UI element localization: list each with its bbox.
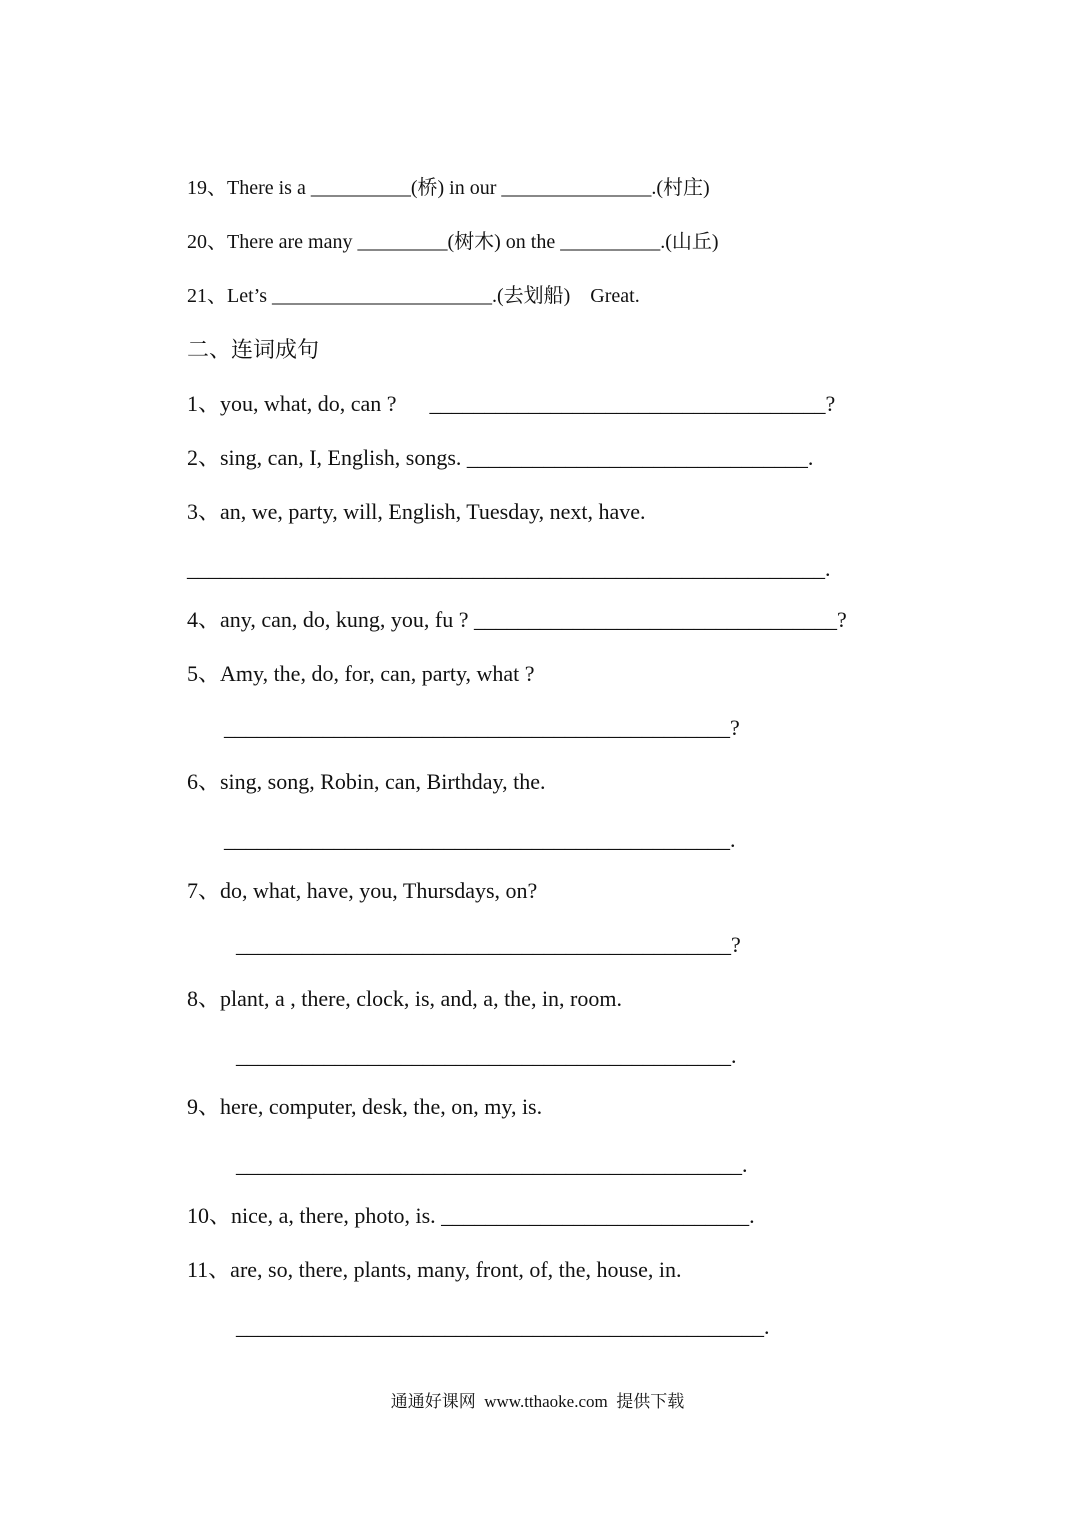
answer-line-3: __________________________________________________________. [187,556,831,581]
fill-in-20: 20、There are many _________(树木) on the __________.(山丘) [187,231,719,253]
fill-in-19: 19、There is a __________(桥) in our _______________.(村庄) [187,177,710,199]
question-9: 9、here, computer, desk, the, on, my, is. [187,1094,543,1119]
answer-line-5: ______________________________________________? [224,715,740,740]
answer-line-6: ______________________________________________. [224,827,736,852]
answer-line-7: _____________________________________________? [236,932,741,957]
answer-line-9: ______________________________________________. [236,1152,748,1177]
question-11: 11、are, so, there, plants, many, front, of, the, house, in. [187,1257,682,1282]
answer-line-11: ________________________________________________. [236,1314,770,1339]
question-3: 3、an, we, party, will, English, Tuesday, next, have. [187,499,646,524]
section-heading: 二、连词成句 [187,337,320,362]
question-1: 1、you, what, do, can ? ____________________________________? [187,391,836,416]
question-2: 2、sing, can, I, English, songs. _______________________________. [187,445,814,470]
answer-line-8: _____________________________________________. [236,1043,737,1068]
fill-in-21: 21、Let’s ______________________.(去划船) Great. [187,285,640,307]
question-6: 6、sing, song, Robin, can, Birthday, the. [187,769,546,794]
question-10: 10、nice, a, there, photo, is. ____________________________. [187,1203,755,1228]
question-8: 8、plant, a , there, clock, is, and, a, the, in, room. [187,986,622,1011]
question-4: 4、any, can, do, kung, you, fu ? _________________________________? [187,607,847,632]
question-7: 7、do, what, have, you, Thursdays, on? [187,878,538,903]
page-footer: 通通好课网 www.tthaoke.com 提供下载 [390,1392,685,1411]
question-5: 5、Amy, the, do, for, can, party, what ? [187,661,535,686]
